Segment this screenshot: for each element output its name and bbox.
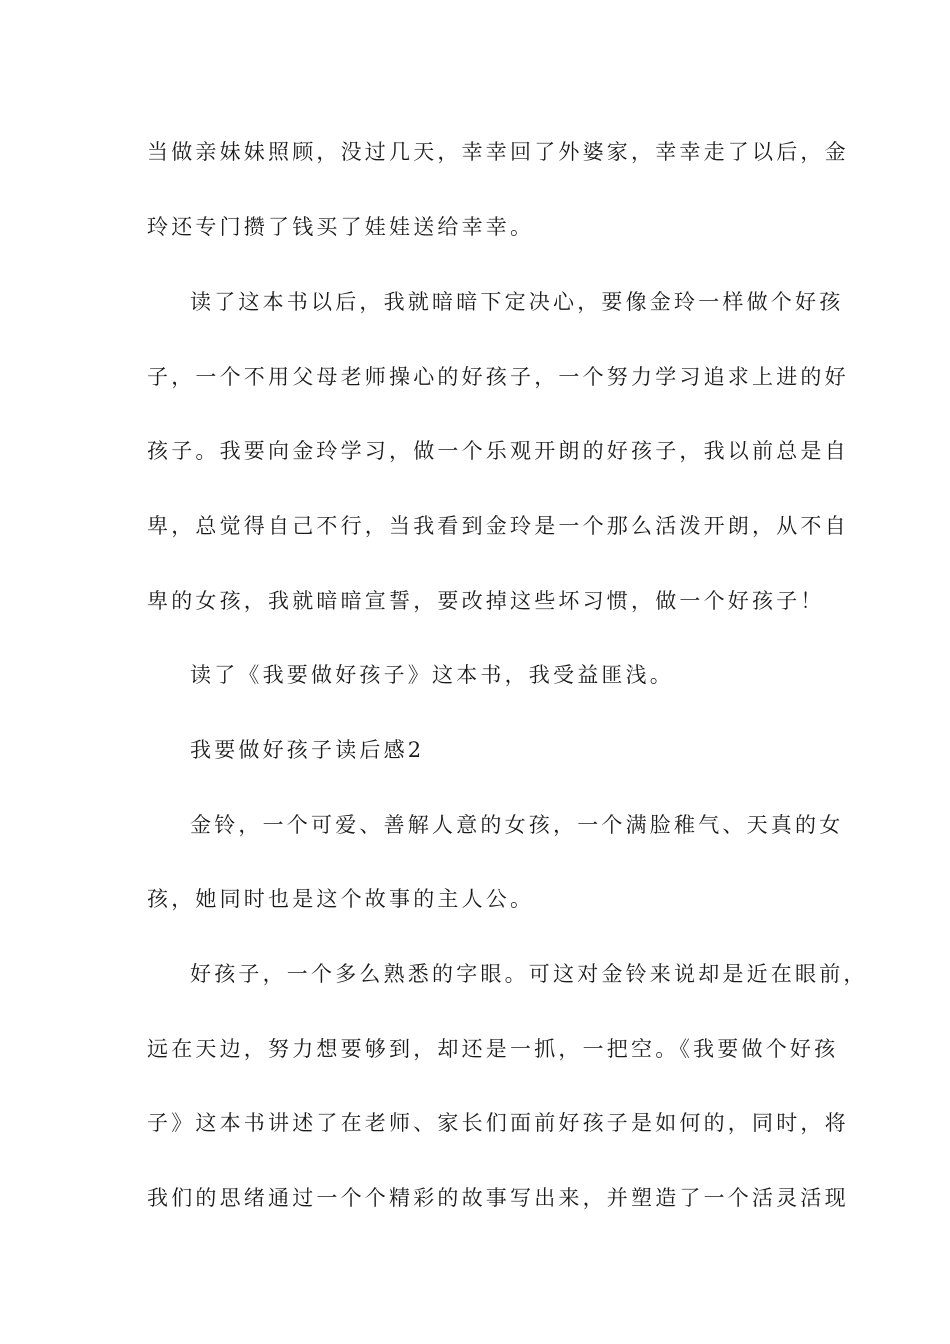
body-text-line: 子，一个不用父母老师操心的好孩子，一个努力学习追求上进的好 <box>147 365 849 389</box>
body-text-line: 卑的女孩，我就暗暗宣誓，要改掉这些坏习惯，做一个好孩子！ <box>147 589 825 613</box>
body-text-line: 玲还专门攒了钱买了娃娃送给幸幸。 <box>147 215 535 239</box>
section-heading: 我要做好孩子读后感2 <box>190 738 425 762</box>
body-text-line: 当做亲妹妹照顾，没过几天，幸幸回了外婆家，幸幸走了以后，金 <box>147 140 849 164</box>
body-text-line: 孩子。我要向金玲学习，做一个乐观开朗的好孩子，我以前总是自 <box>147 439 849 463</box>
paragraph-first-line: 读了这本书以后，我就暗暗下定决心，要像金玲一样做个好孩 <box>190 290 844 314</box>
body-text-line: 卑，总觉得自己不行，当我看到金玲是一个那么活泼开朗，从不自 <box>147 514 849 538</box>
body-text-line: 孩，她同时也是这个故事的主人公。 <box>147 887 535 911</box>
paragraph-first-line: 读了《我要做好孩子》这本书，我受益匪浅。 <box>190 663 674 687</box>
paragraph-first-line: 好孩子，一个多么熟悉的字眼。可这对金铃来说却是近在眼前， <box>190 962 868 986</box>
body-text-line: 子》这本书讲述了在老师、家长们面前好孩子是如何的，同时，将 <box>147 1111 849 1135</box>
body-text-line: 我们的思绪通过一个个精彩的故事写出来，并塑造了一个活灵活现 <box>147 1186 849 1210</box>
body-text-line: 远在天边，努力想要够到，却还是一抓，一把空。《我要做个好孩 <box>147 1037 839 1061</box>
paragraph-first-line: 金铃，一个可爱、善解人意的女孩，一个满脸稚气、天真的女 <box>190 813 844 837</box>
